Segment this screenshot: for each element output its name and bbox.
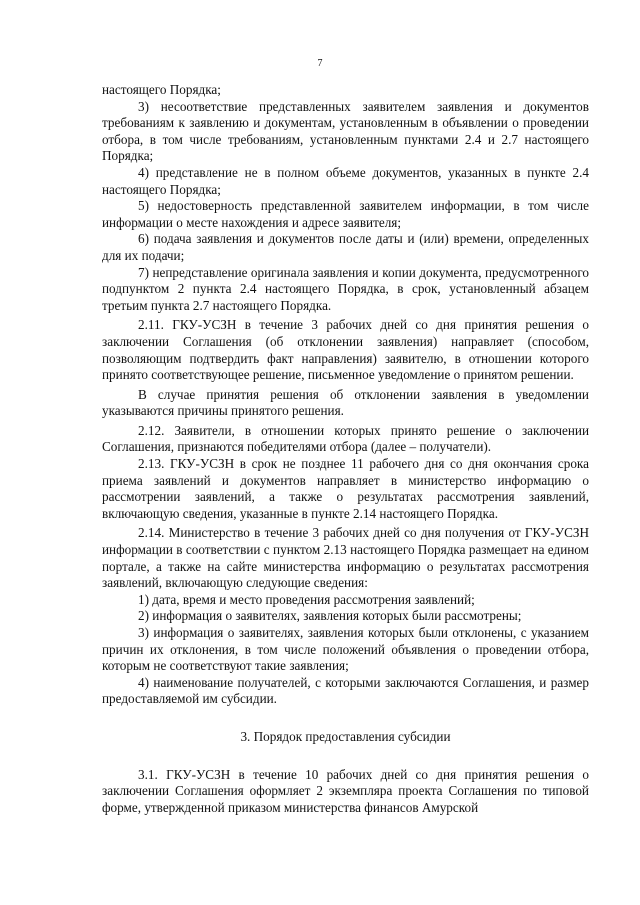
paragraph: 3) несоответствие представленных заявителем заявления и документов требованиям к заявлению и документам, установленным в объявлении о проведении отбора, в том числе требованиям, установленным пунктами 2.4 и 2.7 настоящего Порядка; — [102, 98, 589, 164]
paragraph: 2.14. Министерство в течение 3 рабочих дней со дня получения от ГКУ-УСЗН информации в соответствии с пунктом 2.13 настоящего Порядка размещает на едином портале, а также на сайте министерства информацию о результатах рассмотрения заявлений, включающую следующие сведения: — [102, 525, 589, 591]
paragraph: 6) подача заявления и документов после даты и (или) времени, определенных для их подачи; — [102, 231, 589, 263]
paragraph: 5) недостоверность представленной заявителем информации, в том числе информации о месте нахождения и адресе заявителя; — [102, 198, 589, 230]
section-heading: 3. Порядок предоставления субсидии — [240, 728, 451, 744]
paragraph: 2.11. ГКУ-УСЗН в течение 3 рабочих дней со дня принятия решения о заключении Соглашения (об отклонении заявления) направляет (способом, позволяющим подтвердить факт направления) заявителю, в отношении которого принято соответствующее решение, письменное уведомление о принятом решении. — [102, 317, 589, 383]
paragraph: 2.12. Заявители, в отношении которых принято решение о заключении Соглашения, признаются победителями отбора (далее – получатели). — [102, 422, 589, 455]
paragraph: 7) непредставление оригинала заявления и копии документа, предусмотренного подпунктом 2 пункта 2.4 настоящего Порядка, в срок, установленный абзацем третьим пункта 2.7 настоящего Порядка. — [102, 264, 589, 313]
paragraph: 4) представление не в полном объеме документов, указанных в пункте 2.4 настоящего Порядка; — [102, 164, 589, 197]
document-body — [102, 82, 589, 816]
paragraph: В случае принятия решения об отклонении заявления в уведомлении указываются причины принятого решения. — [102, 386, 589, 419]
paragraph: 3.1. ГКУ-УСЗН в течение 10 рабочих дней со дня принятия решения о заключении Соглашения оформляет 2 экземпляра проекта Соглашения по типовой форме, утвержденной приказом министерства финансов Амурской — [102, 766, 589, 815]
paragraph: 2) информация о заявителях, заявления которых были рассмотрены; — [138, 608, 522, 624]
page-number: 7 — [317, 58, 323, 69]
paragraph: 4) наименование получателей, с которыми заключаются Соглашения, и размер предоставляемой им субсидии. — [102, 674, 589, 707]
paragraph: настоящего Порядка; — [102, 82, 221, 97]
paragraph: 1) дата, время и место проведения рассмотрения заявлений; — [138, 591, 475, 607]
paragraph: 3) информация о заявителях, заявления которых были отклонены, с указанием причин их отклонения, в том числе положений объявления о проведении отбора, которым не соответствуют такие заявления; — [102, 625, 589, 674]
paragraph: 2.13. ГКУ-УСЗН в срок не позднее 11 рабочего дня со дня окончания срока приема заявлений и документов направляет в министерство информацию о рассмотрении заявлений, а также о результатах рассмотрения заявлений, включающую сведения, указанные в пункте 2.14 настоящего Порядка. — [102, 456, 589, 521]
